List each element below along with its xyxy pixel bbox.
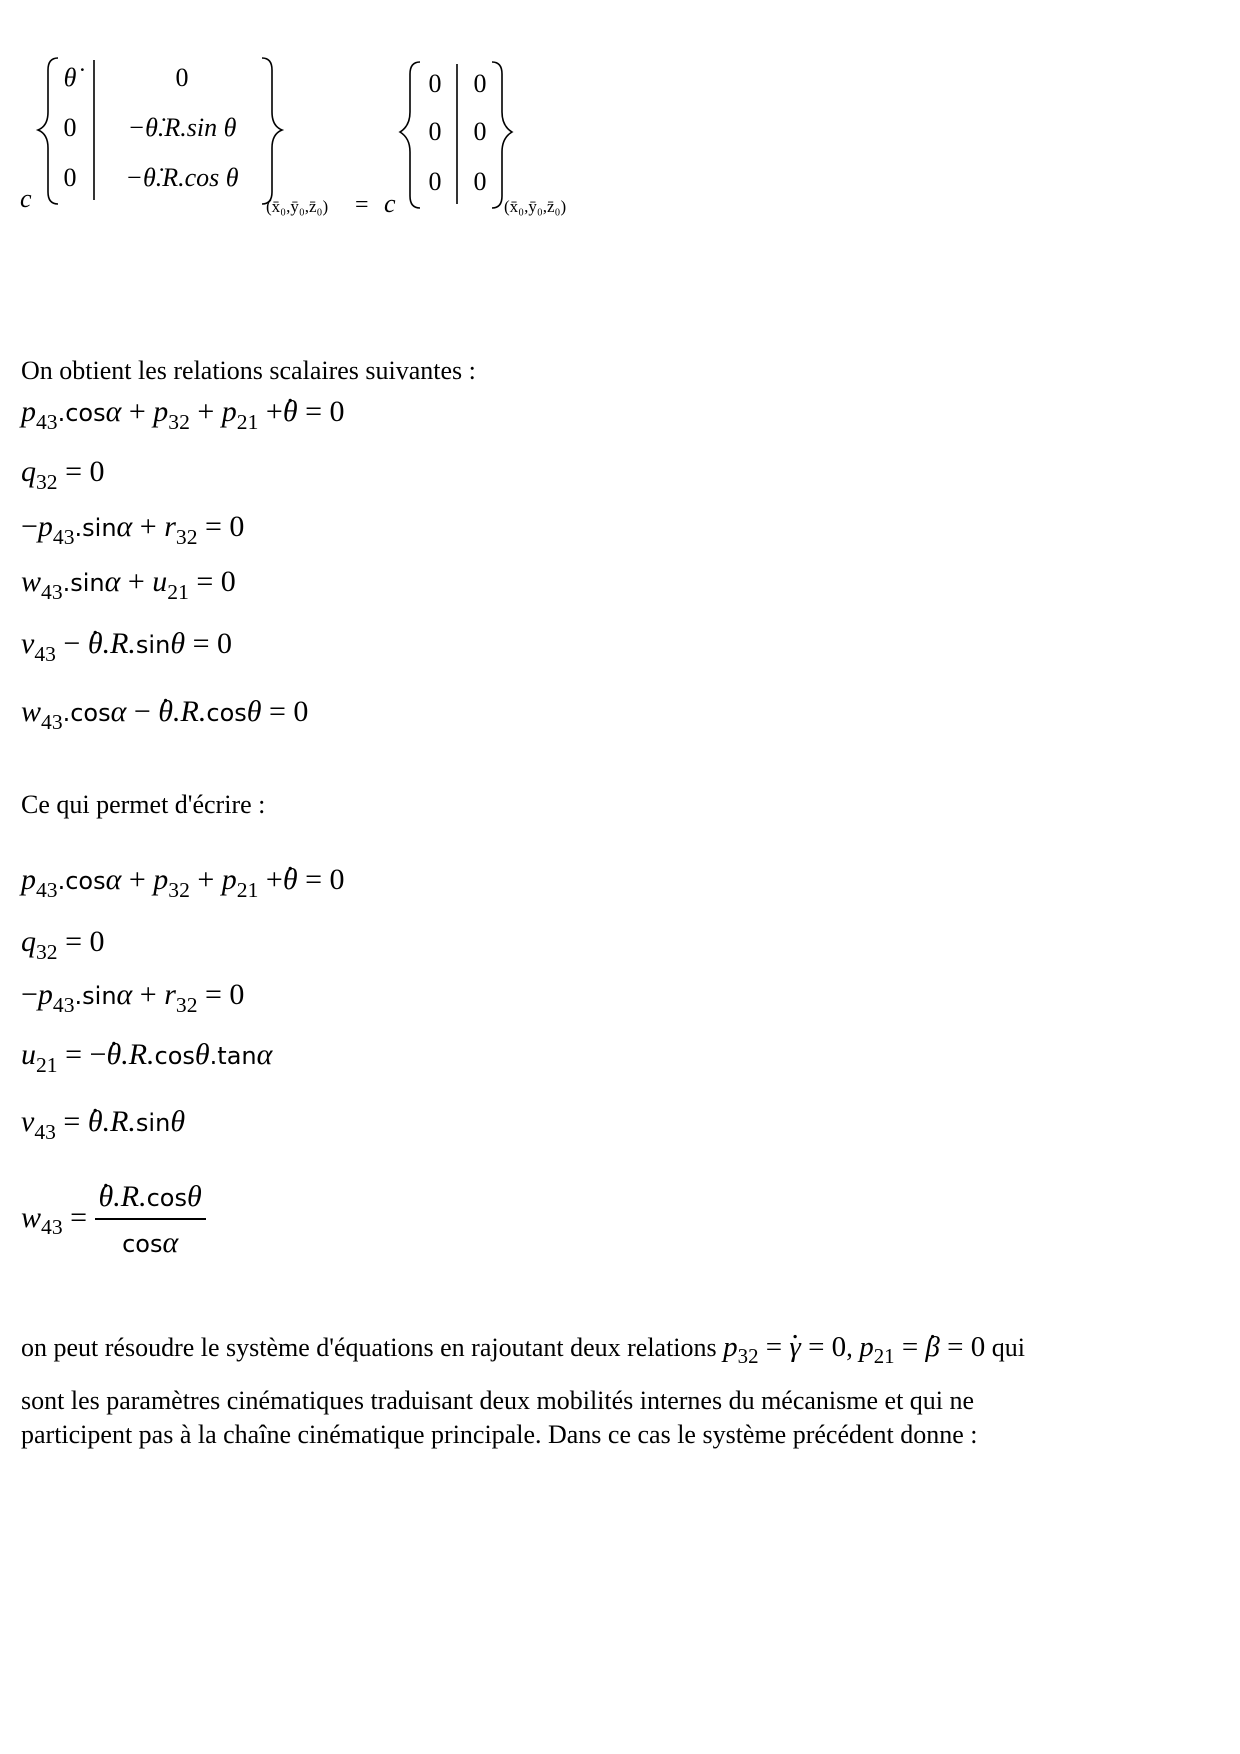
torsor-right-r0: 0 [428,69,442,98]
torsor-left-c: c [20,184,32,213]
torsor-right-r2: 0 [428,167,442,196]
equation-b1: $p_{43}.\cos\alpha + p_{32} + p_{21}$ +. θ = 0 [21,863,344,897]
torsor-right-m0: 0 [473,69,487,98]
torsor-equals: = [355,192,369,218]
paragraph-parametres: sont les paramètres cinématiques traduisant deux mobilités internes du mécanisme et qui ne [21,1386,975,1415]
torsor-left-r0: θ̇ [63,63,77,92]
torsor-right-r1: 0 [428,117,442,146]
torsor-right-basis: (x̄₀,ȳ₀,z̄₀) [504,197,567,216]
equation-a4: $w_{43}.\sin\alpha + u_{21} = 0$ [21,565,236,604]
paragraph-permet-ecrire: Ce qui permet d'écrire : [21,790,266,819]
torsor-left-m0: 0 [175,63,189,92]
equation-a5: $v_{43}$ − . θ.R.sinθ = 0 [21,627,232,661]
paragraph-resoudre-start: on peut résoudre le système d'équations en rajoutant deux relations [21,1333,717,1362]
equation-b3: $-p_{43}.\sin\alpha + r_{32} = 0$ [21,978,245,1017]
torsor-equation [0,40,620,230]
equation-a3: $-p_{43}.\sin\alpha + r_{32} = 0$ [21,510,245,549]
paragraph-resoudre [21,1330,1025,1369]
torsor-left-m2: −θ̇.R.cos θ [125,163,239,192]
equation-a2: $q_{32} = 0$ [21,455,105,494]
torsor-left-basis: (x̄₀,ȳ₀,z̄₀) [266,197,329,216]
equation-b4: $u_{21}$ = −. θ.R.cosθ.tanα [21,1038,272,1072]
paragraph-relations-intro: On obtient les relations scalaires suivantes : [21,356,476,385]
equation-a1: $p_{43}.\cos\alpha + p_{32} + p_{21}$ +. θ = 0 [21,395,344,429]
equation-a6: $w_{43}.\cos\alpha$ − . θ.R.cosθ = 0 [21,695,308,729]
fraction: . $\frac{\theta.R.\cos\theta}{\cos\alpha}$ [95,1180,206,1260]
equation-b6: $w_{43}$ = . $\frac{\theta.R.\cos\theta}{\cos\alpha}$ [21,1180,206,1260]
relation-p21: $p_{21}$ = . β = 0 [859,1331,985,1363]
paragraph-participent: participent pas à la chaîne cinématique principale. Dans ce cas le système précédent donne : [21,1420,978,1449]
torsor-right-c: c [384,189,396,218]
equation-b2: $q_{32} = 0$ [21,925,105,964]
torsor-left-r1: 0 [63,113,77,142]
torsor-right-m2: 0 [473,167,487,196]
paragraph-resoudre-sep: , [846,1333,853,1362]
torsor-right-m1: 0 [473,117,487,146]
paragraph-resoudre-end: qui [991,1333,1025,1362]
relation-p32: $p_{32}$ = . γ = 0 [723,1331,846,1363]
equation-b5: $v_{43}$ = . θ.R.sinθ [21,1105,185,1139]
torsor-left-r2: 0 [63,163,77,192]
torsor-left-m1: −θ̇.R.sin θ [127,113,237,142]
